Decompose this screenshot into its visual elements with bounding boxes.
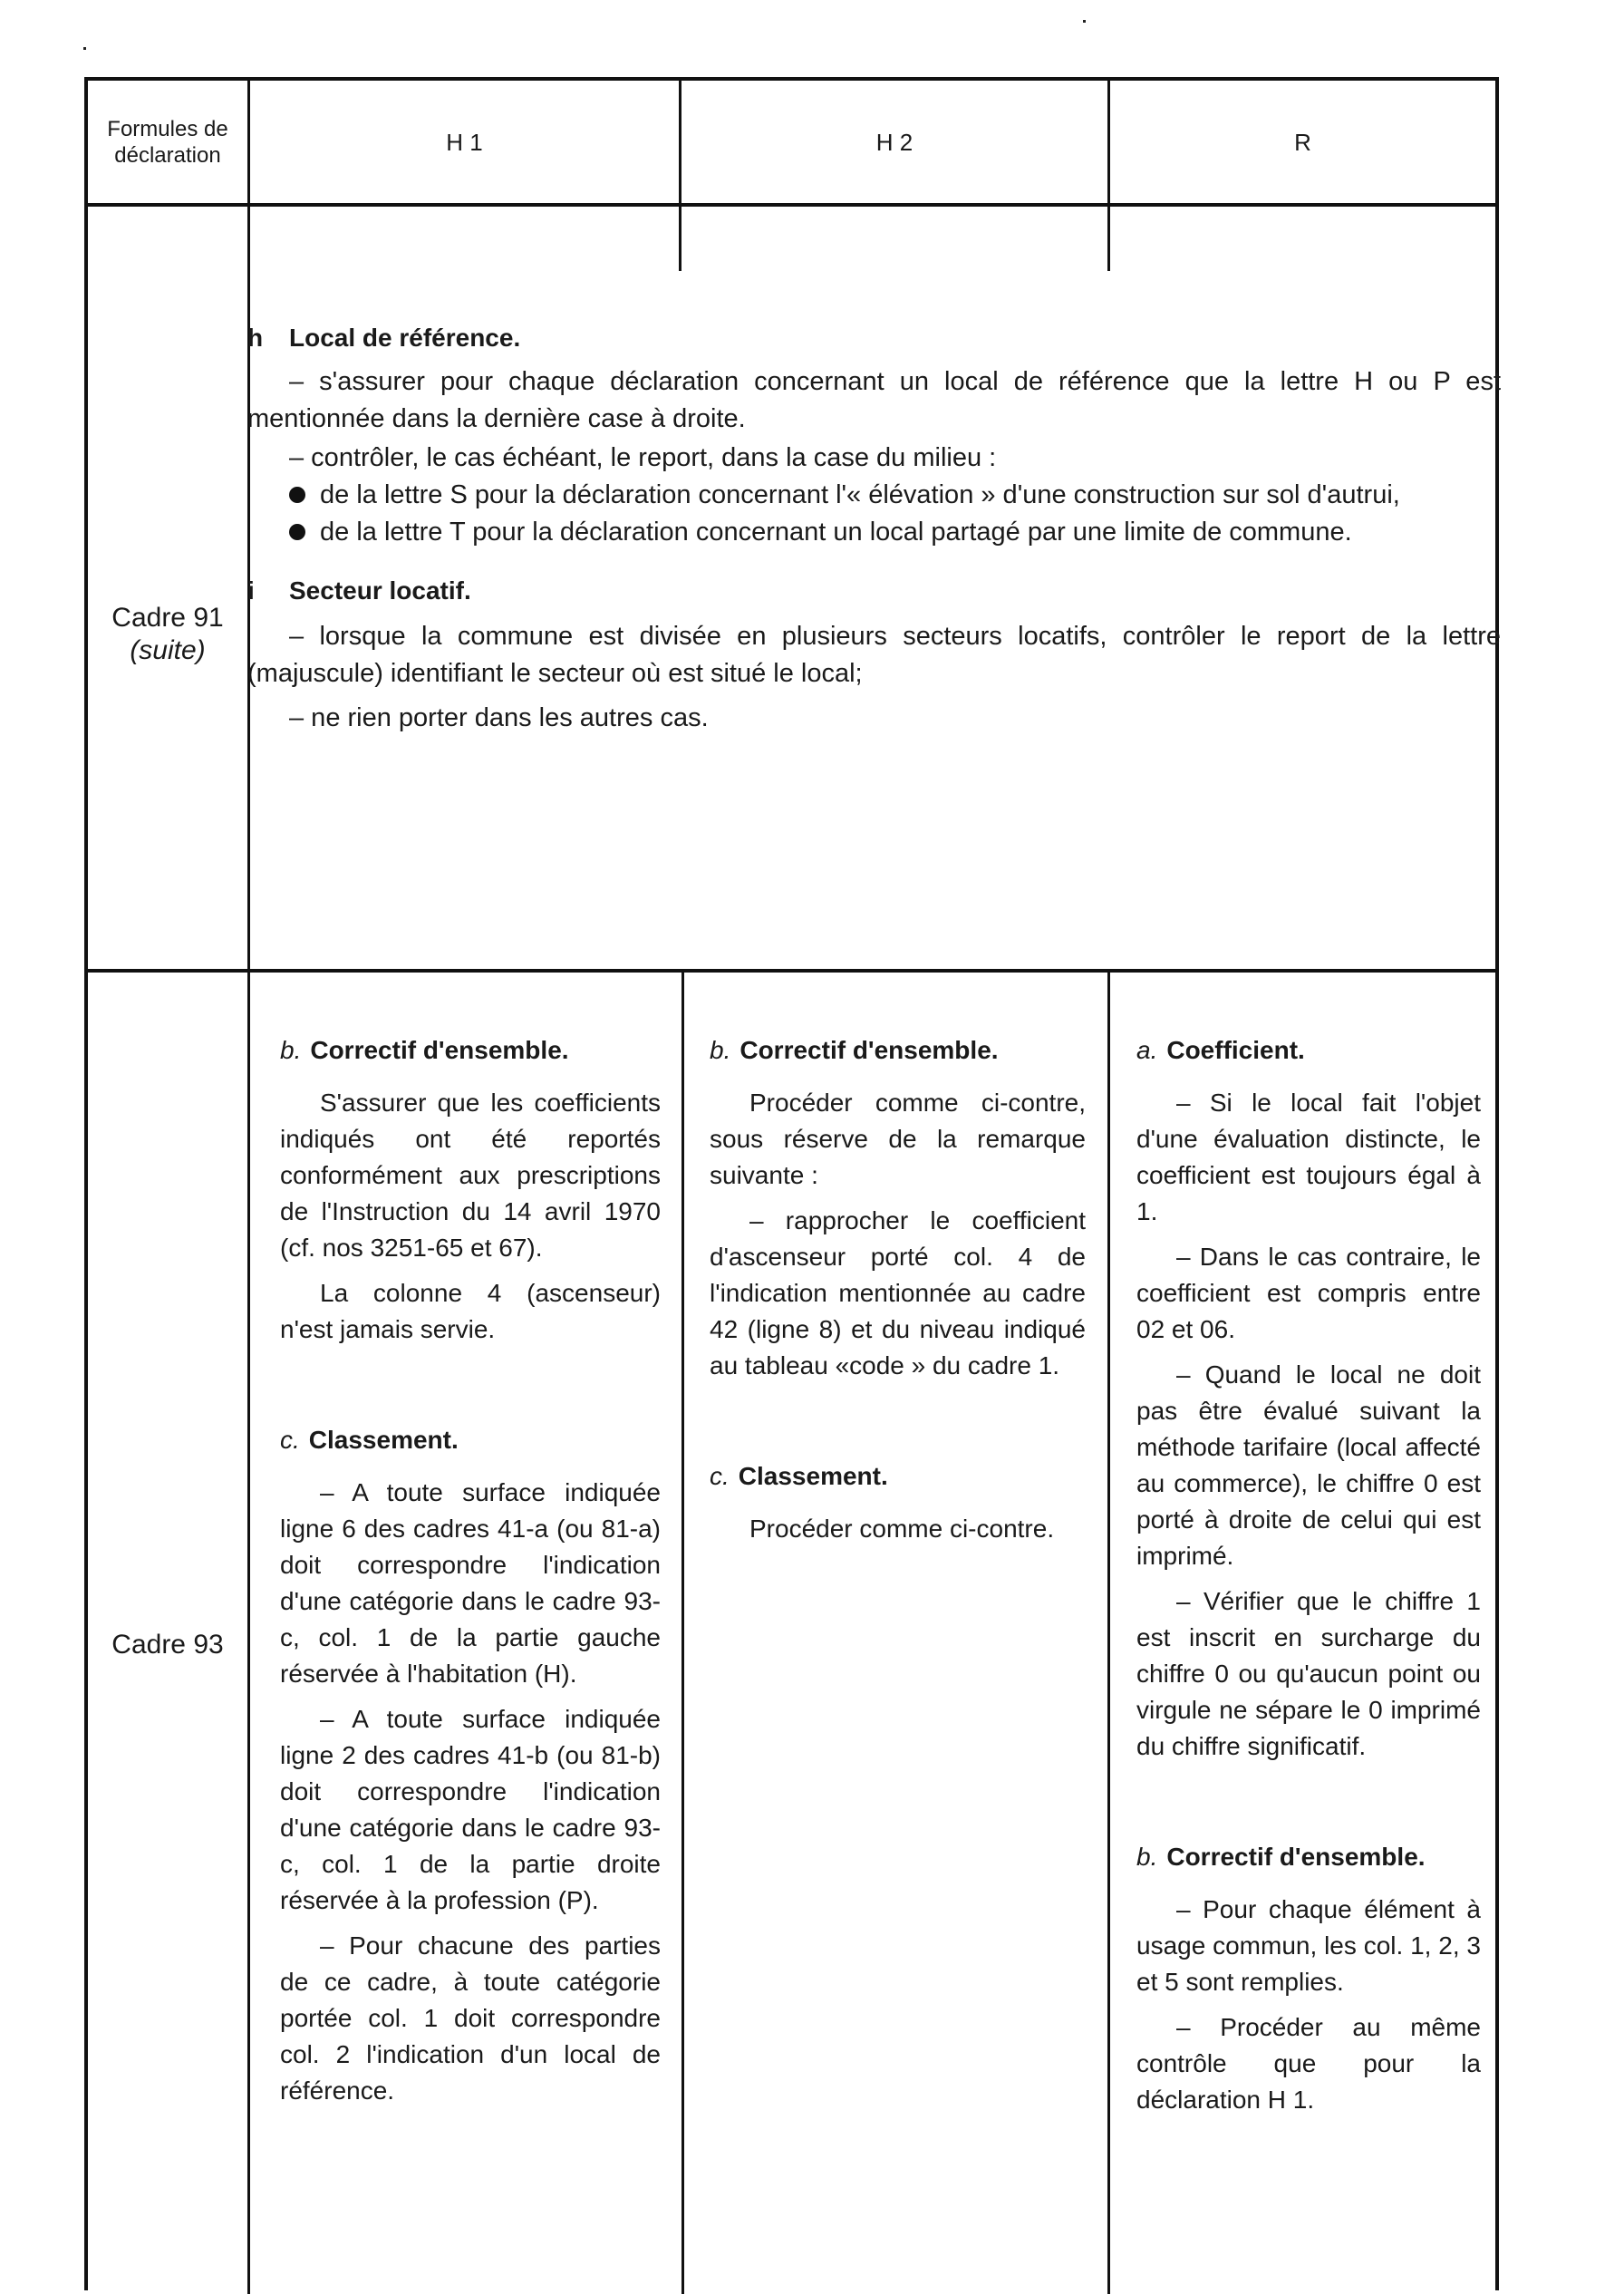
- header-r: R: [1294, 128, 1311, 156]
- h1-correctif-paragraph-2: La colonne 4 (ascenseur) n'est jamais servie.: [280, 1279, 661, 1343]
- h2-classement-paragraph-1: Procéder comme ci-contre.: [749, 1515, 1055, 1543]
- r-coefficient-paragraph-2: – Dans le cas contraire, le coefficient est compris entre 02 et 06.: [1136, 1243, 1481, 1343]
- row-divider: [88, 969, 1495, 973]
- section-h-paragraph-1: – s'assurer pour chaque déclaration concernant un local de référence que la lettre H ou P est mentionnée dans la dernière case à droite.: [247, 367, 1501, 433]
- r-coefficient-paragraph-3: – Quand le local ne doit pas être évalué suivant la méthode tarifaire (local affecté au commerce), le chiffre 0 est porté à droite de celui qui est imprimé.: [1136, 1360, 1481, 1570]
- r-correctif-heading: b. Correctif d'ensemble.: [1136, 1843, 1426, 1871]
- r-coefficient-paragraph-4: – Vérifier que le chiffre 1 est inscrit en surcharge du chiffre 0 ou qu'aucun point ou virgule ne sépare le 0 imprimé du chiffre significatif.: [1136, 1587, 1481, 1760]
- section-letter: i: [247, 576, 255, 605]
- scan-speck: [83, 47, 86, 50]
- h2-classement-heading: c. Classement.: [710, 1462, 888, 1490]
- h2-correctif-heading: b. Correctif d'ensemble.: [710, 1036, 999, 1064]
- cadre-93-h1-column: [280, 1032, 661, 2118]
- header-formules: Formules de déclaration: [107, 116, 228, 168]
- section-i-paragraph-1: – lorsque la commune est divisée en plusieurs secteurs locatifs, contrôler le report de la lettre (majuscule) identifiant le secteur où est situé le local;: [247, 622, 1501, 688]
- header-divider: [88, 203, 1495, 207]
- section-h-bullet-2: de la lettre T pour la déclaration concernant un local partagé par une limite de commune.: [247, 514, 1501, 551]
- section-i-paragraph-2: – ne rien porter dans les autres cas.: [289, 703, 709, 732]
- header-h2: H 2: [875, 128, 914, 156]
- h1-correctif-heading: b. Correctif d'ensemble.: [280, 1036, 569, 1064]
- section-h-paragraph-2: – contrôler, le cas échéant, le report, dans la case du milieu :: [289, 443, 997, 472]
- h2-correctif-paragraph-1: Procéder comme ci-contre, sous réserve de la remarque suivante :: [710, 1089, 1086, 1189]
- declaration-table: [84, 77, 1499, 2290]
- cadre-91-content: [247, 324, 1501, 737]
- row-label-cadre-91: [88, 602, 247, 667]
- row-label-cadre-93: Cadre 93: [111, 1630, 224, 1660]
- r-correctif-paragraph-2: – Procéder au même contrôle que pour la déclaration H 1.: [1136, 2013, 1481, 2114]
- h1-classement-paragraph-3: – Pour chacune des parties de ce cadre, à toute catégorie portée col. 1 doit correspondre col. 2 l'indication d'un local de référence.: [280, 1931, 661, 2105]
- section-i-heading: [247, 576, 1501, 605]
- scan-speck: [1083, 20, 1086, 23]
- section-title: Local de référence.: [289, 324, 521, 352]
- h1-classement-paragraph-1: – A toute surface indiquée ligne 6 des cadres 41-a (ou 81-a) doit correspondre l'indication d'une catégorie dans le cadre 93-c, col. 1 de la partie gauche réservée à l'habitation (H).: [280, 1478, 661, 1688]
- header-h1: H 1: [446, 128, 483, 156]
- bullet-icon: [289, 487, 305, 503]
- row-label-suffix: (suite): [130, 635, 206, 665]
- h1-correctif-paragraph-1: S'assurer que les coefficients indiqués ont été reportés conformément aux prescriptions de l'Instruction du 14 avril 1970 (cf. nos 3251-65 et 67).: [280, 1089, 661, 1262]
- r-correctif-paragraph-1: – Pour chaque élément à usage commun, les col. 1, 2, 3 et 5 sont remplies.: [1136, 1895, 1481, 1996]
- section-h-bullet-1: de la lettre S pour la déclaration concernant l'« élévation » d'une construction sur sol d'autrui,: [247, 477, 1501, 514]
- column-divider: [679, 81, 682, 271]
- h1-classement-paragraph-2: – A toute surface indiquée ligne 2 des cadres 41-b (ou 81-b) doit correspondre l'indication d'une catégorie dans le cadre 93-c, col. 1 de la partie droite réservée à la profession (P).: [280, 1705, 661, 1914]
- cadre-93-r-column: [1136, 1032, 1481, 2127]
- r-coefficient-paragraph-1: – Si le local fait l'objet d'une évaluation distincte, le coefficient est toujours égal à 1.: [1136, 1089, 1481, 1225]
- h2-correctif-paragraph-2: – rapprocher le coefficient d'ascenseur porté col. 4 de l'indication mentionnée au cadre 42 (ligne 8) et du niveau indiqué au tableau «code » du cadre 1.: [710, 1206, 1086, 1379]
- section-title: Secteur locatif.: [289, 576, 471, 605]
- column-divider: [682, 973, 684, 2294]
- h1-classement-heading: c. Classement.: [280, 1426, 459, 1454]
- cadre-93-h2-column: [710, 1032, 1086, 1556]
- section-h-heading: [247, 324, 1501, 353]
- row-label-text: Cadre 91: [111, 603, 224, 633]
- section-letter: h: [247, 324, 264, 352]
- column-divider: [1107, 973, 1110, 2294]
- column-divider: [1107, 81, 1110, 271]
- r-coefficient-heading: a. Coefficient.: [1136, 1036, 1305, 1064]
- bullet-icon: [289, 524, 305, 540]
